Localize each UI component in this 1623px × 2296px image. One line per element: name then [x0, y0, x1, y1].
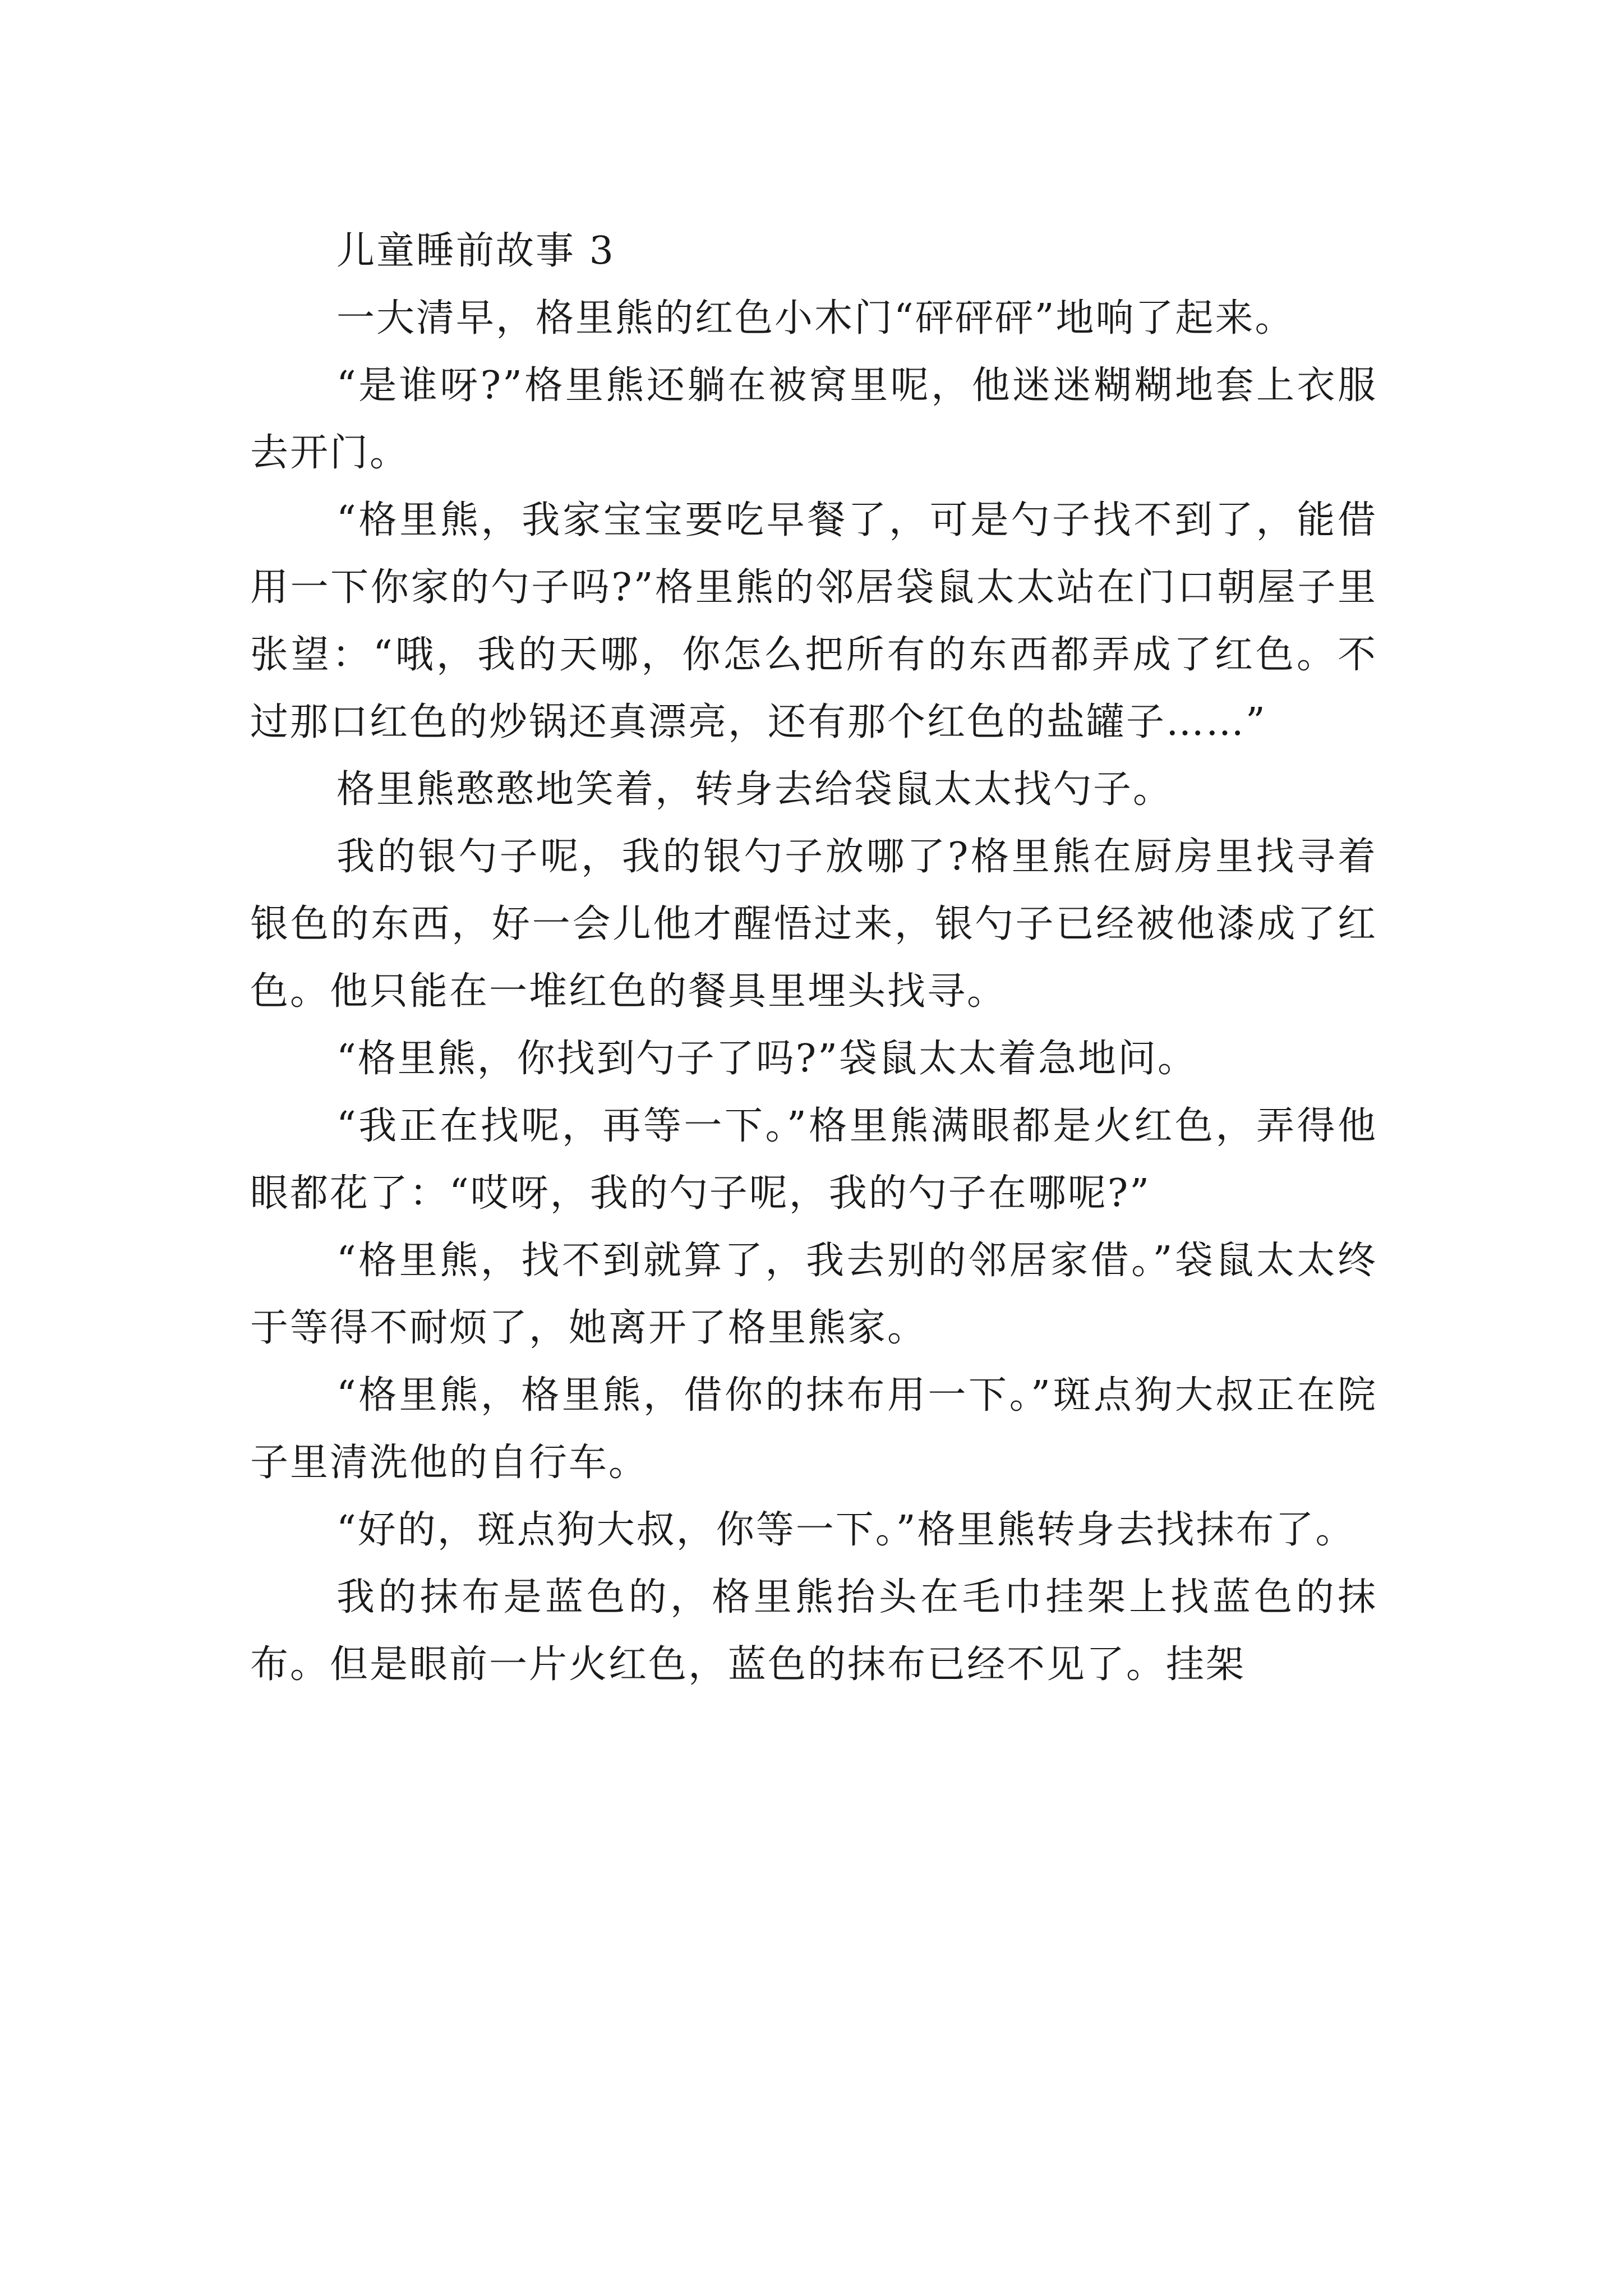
paragraph: “格里熊，格里熊，借你的抹布用一下。”斑点狗大叔正在院子里清洗他的自行车。 — [250, 1373, 1377, 1485]
paragraph: “我正在找呢，再等一下。”格里熊满眼都是火红色，弄得他眼都花了：“哎呀，我的勺子呢，我的勺子在哪呢?” — [250, 1104, 1377, 1216]
document-title: 儿童睡前故事 3 — [336, 229, 615, 273]
paragraph: 我的银勺子呢，我的银勺子放哪了?格里熊在厨房里找寻着银色的东西，好一会儿他才醒悟过来，银勺子已经被他漆成了红色。他只能在一堆红色的餐具里埋头找寻。 — [250, 835, 1377, 1014]
paragraph: “格里熊，找不到就算了，我去别的邻居家借。”袋鼠太太终于等得不耐烦了，她离开了格里熊家。 — [250, 1239, 1377, 1350]
paragraph: 一大清早，格里熊的红色小木门“砰砰砰”地响了起来。 — [336, 296, 1295, 341]
paragraph: “格里熊，我家宝宝要吃早餐了，可是勺子找不到了，能借用一下你家的勺子吗?”格里熊的邻居袋鼠太太站在门口朝屋子里张望：“哦，我的天哪，你怎么把所有的东西都弄成了红色。不过那口红色的炒锅还真漂亮，还有那个红色的盐罐子……” — [250, 498, 1377, 744]
paragraph: “好的，斑点狗大叔，你等一下。”格里熊转身去找抹布了。 — [336, 1508, 1355, 1552]
paragraph: 我的抹布是蓝色的，格里熊抬头在毛巾挂架上找蓝色的抹布。但是眼前一片火红色，蓝色的抹布已经不见了。挂架 — [250, 1575, 1377, 1687]
paragraph: “是谁呀?”格里熊还躺在被窝里呢，他迷迷糊糊地套上衣服去开门。 — [250, 364, 1377, 475]
document-page — [250, 218, 1377, 1699]
paragraph: “格里熊，你找到勺子了吗?”袋鼠太太着急地问。 — [336, 1037, 1197, 1081]
paragraph: 格里熊憨憨地笑着，转身去给袋鼠太太找勺子。 — [336, 767, 1173, 812]
